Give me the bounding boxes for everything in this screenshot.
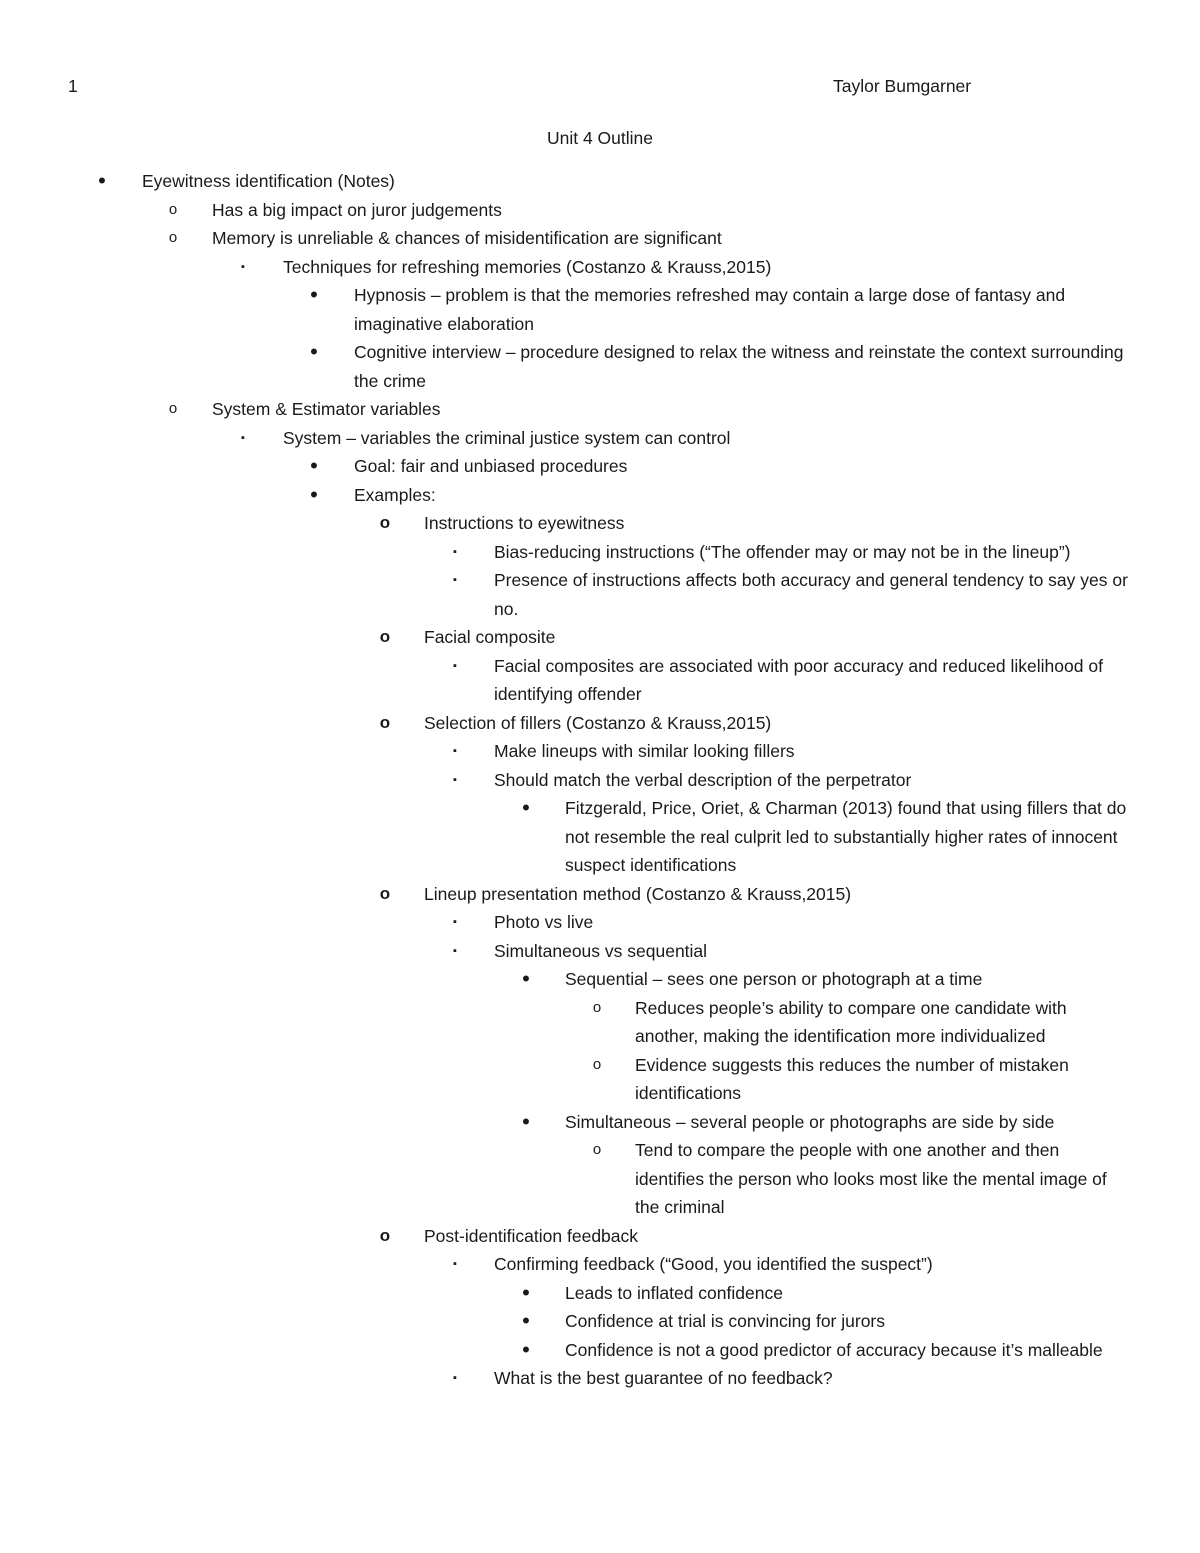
bullet-dot-icon: • <box>310 282 318 307</box>
outline-item <box>0 1051 1200 1108</box>
outline-item <box>0 794 1200 880</box>
outline-item <box>0 1364 1200 1393</box>
outline-item <box>0 424 1200 453</box>
bullet-square-icon: ▪ <box>453 944 457 957</box>
outline-item-text: Confidence is not a good predictor of accuracy because it’s malleable <box>565 1339 1103 1360</box>
outline-item <box>0 908 1200 937</box>
outline-item-text: Evidence suggests this reduces the number of mistaken identifications <box>635 1054 1069 1103</box>
outline-item <box>0 1279 1200 1308</box>
bullet-circle-icon: o <box>379 712 391 732</box>
outline-item <box>0 481 1200 510</box>
outline-item <box>0 880 1200 909</box>
bullet-square-icon: ▪ <box>241 431 245 444</box>
outline-item <box>0 509 1200 538</box>
outline-list <box>0 167 1200 1393</box>
bullet-dot-icon: • <box>98 168 106 193</box>
outline-item <box>0 1307 1200 1336</box>
outline-item-text: Facial composite <box>424 627 556 647</box>
outline-item-text: Confidence at trial is convincing for jurors <box>565 1311 886 1331</box>
bullet-dot-icon: • <box>522 1279 530 1305</box>
outline-item <box>0 623 1200 652</box>
outline-item-text: Has a big impact on juror judgements <box>212 199 502 220</box>
outline-item-text: Confirming feedback (“Good, you identified the suspect”) <box>494 1254 933 1274</box>
bullet-dot-icon: • <box>310 481 318 507</box>
outline-item <box>0 452 1200 481</box>
bullet-dot-icon: • <box>522 1308 530 1333</box>
author-name: Taylor Bumgarner <box>833 76 972 96</box>
outline-item-text: Leads to inflated confidence <box>565 1282 783 1303</box>
outline-item <box>0 224 1200 253</box>
outline-item <box>0 1222 1200 1251</box>
outline-item-text: Photo vs live <box>494 912 594 932</box>
outline-item-text: Simultaneous – several people or photographs are side by side <box>565 1111 1055 1132</box>
bullet-dot-icon: • <box>522 966 530 991</box>
outline-item-text: Post-identification feedback <box>424 1225 639 1246</box>
outline-item <box>0 1336 1200 1365</box>
bullet-square-icon: ▪ <box>453 1258 457 1270</box>
outline-item-text: Fitzgerald, Price, Oriet, & Charman (2013) found that using fillers that do not resemble the real culprit led to substantially higher rates of innocent suspect identifications <box>565 798 1127 875</box>
outline-item-text: Goal: fair and unbiased procedures <box>354 456 628 476</box>
outline-item <box>0 709 1200 738</box>
bullet-circle-icon: o <box>379 513 391 532</box>
bullet-circle-icon: o <box>379 883 391 903</box>
outline-item-text: Tend to compare the people with one another and then identifies the person who looks most like the mental image of the criminal <box>635 1140 1107 1217</box>
outline-item <box>0 1250 1200 1279</box>
outline-item-text: Bias-reducing instructions (“The offender may or may not be in the lineup”) <box>494 541 1071 562</box>
outline-item-text: Hypnosis – problem is that the memories refreshed may contain a large dose of fantasy and imaginative elaboration <box>354 285 1066 334</box>
bullet-dot-icon: • <box>310 339 318 364</box>
outline-item-text: System & Estimator variables <box>212 399 441 419</box>
bullet-square-icon: ▪ <box>453 773 457 786</box>
bullet-dot-icon: • <box>522 795 530 820</box>
outline-item <box>0 652 1200 709</box>
outline-item-text: Memory is unreliable & chances of misidentification are significant <box>212 228 722 248</box>
outline-item <box>0 737 1200 766</box>
bullet-square-icon: ▪ <box>453 745 457 757</box>
bullet-circle-icon: o <box>379 627 391 646</box>
outline-item-text: System – variables the criminal justice system can control <box>283 427 731 448</box>
bullet-circle-icon: o <box>168 229 178 246</box>
bullet-circle-icon: o <box>168 400 178 417</box>
document-title: Unit 4 Outline <box>546 128 654 148</box>
outline-item-text: Techniques for refreshing memories (Costanzo & Krauss,2015) <box>283 256 772 277</box>
outline-item-text: Should match the verbal description of the perpetrator <box>494 769 912 790</box>
outline-item-text: Simultaneous vs sequential <box>494 940 708 961</box>
outline-item <box>0 937 1200 966</box>
outline-item <box>0 395 1200 424</box>
outline-item-text: Facial composites are associated with poor accuracy and reduced likelihood of identifying offender <box>494 655 1103 704</box>
outline-item <box>0 338 1200 395</box>
outline-item-text: Eyewitness identification (Notes) <box>142 171 395 191</box>
bullet-dot-icon: • <box>522 1108 530 1134</box>
outline-item-text: Lineup presentation method (Costanzo & Krauss,2015) <box>424 883 852 904</box>
outline-item-text: Instructions to eyewitness <box>424 513 625 533</box>
outline-item-text: Sequential – sees one person or photograph at a time <box>565 969 983 989</box>
outline-item-text: Reduces people’s ability to compare one candidate with another, making the identification more individualized <box>635 997 1067 1046</box>
page-number: 1 <box>68 76 78 96</box>
bullet-circle-icon: o <box>592 998 602 1016</box>
outline-item <box>0 167 1200 196</box>
outline-item <box>0 281 1200 338</box>
outline-item <box>0 196 1200 225</box>
bullet-circle-icon: o <box>168 200 178 218</box>
bullet-dot-icon: • <box>522 1336 530 1362</box>
outline-item <box>0 253 1200 282</box>
outline-item <box>0 538 1200 567</box>
bullet-square-icon: ▪ <box>453 659 457 672</box>
bullet-circle-icon: o <box>592 1141 602 1158</box>
outline-item <box>0 1136 1200 1222</box>
bullet-dot-icon: • <box>310 453 318 478</box>
outline-item-text: What is the best guarantee of no feedback? <box>494 1368 833 1388</box>
bullet-square-icon: ▪ <box>453 574 457 586</box>
outline-item <box>0 766 1200 795</box>
outline-item-text: Make lineups with similar looking fillers <box>494 741 795 761</box>
bullet-square-icon: ▪ <box>453 916 457 928</box>
outline-item <box>0 994 1200 1051</box>
bullet-square-icon: ▪ <box>453 1372 457 1384</box>
bullet-circle-icon: o <box>592 1055 602 1073</box>
bullet-circle-icon: o <box>379 1225 391 1245</box>
outline-item <box>0 566 1200 623</box>
outline-item-text: Cognitive interview – procedure designed to relax the witness and reinstate the context surrounding the crime <box>354 342 1124 391</box>
bullet-square-icon: ▪ <box>241 260 245 273</box>
outline-item-text: Presence of instructions affects both accuracy and general tendency to say yes or no. <box>494 570 1128 619</box>
bullet-square-icon: ▪ <box>453 545 457 558</box>
outline-item-text: Selection of fillers (Costanzo & Krauss,2015) <box>424 712 772 733</box>
outline-item-text: Examples: <box>354 484 436 505</box>
outline-item <box>0 965 1200 994</box>
outline-item <box>0 1108 1200 1137</box>
